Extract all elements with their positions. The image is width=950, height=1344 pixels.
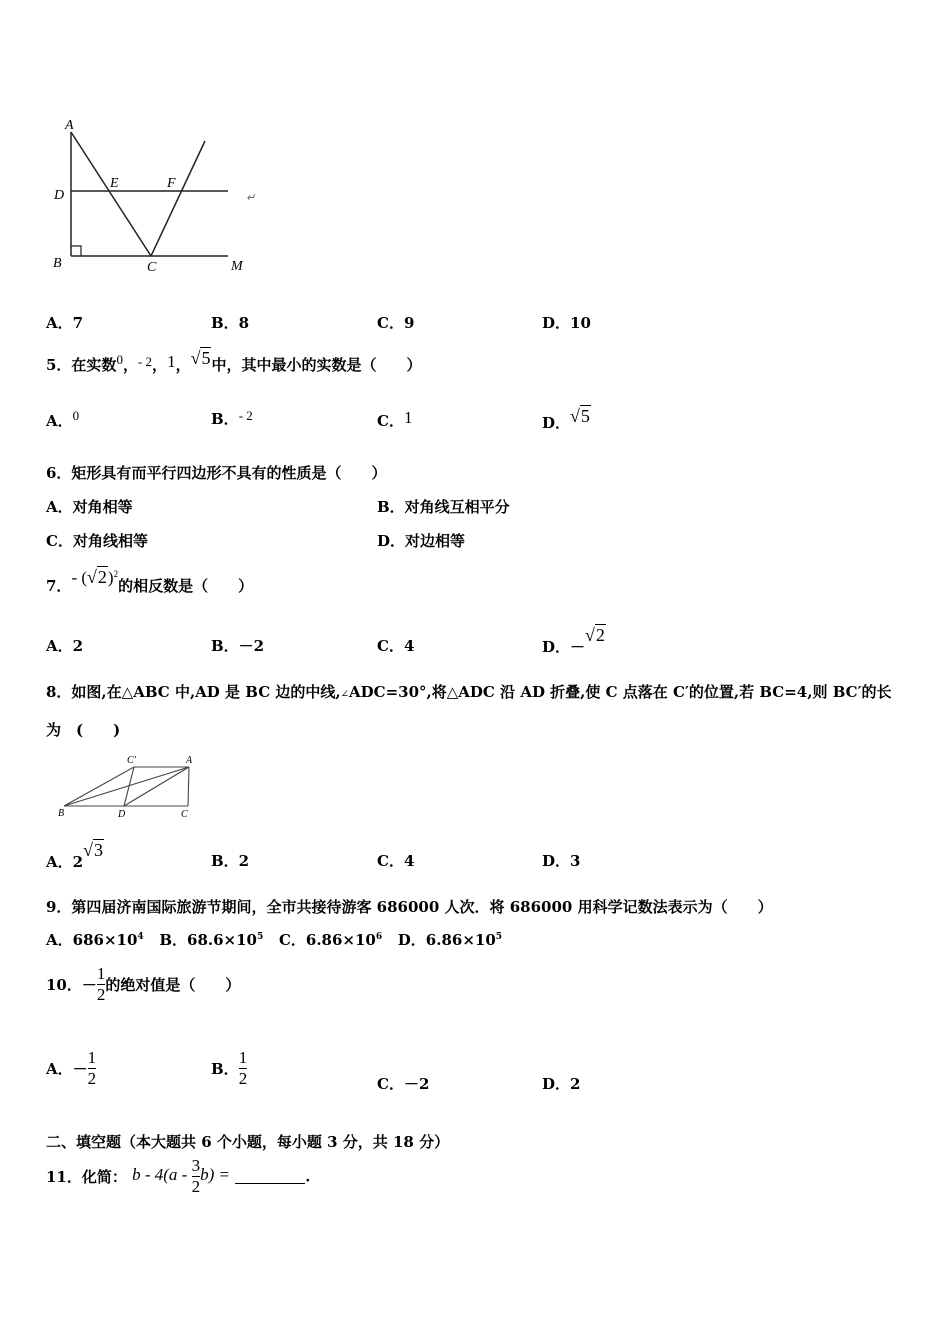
q6-stem: 6．矩形具有而平行四边形不具有的性质是（ ） — [46, 464, 387, 482]
label-c: C — [181, 809, 188, 820]
q8-stem-line1: 8．如图,在△ABC 中,AD 是 BC 边的中线,∠ADC=30°,将△ADC 沿 AD 折叠,使 C 点落在 C′的位置,若 BC=4,则 BC′的长 — [46, 683, 892, 701]
q8-option-b[interactable]: B．2 — [211, 852, 250, 870]
q6-option-c[interactable]: C．对角线相等 — [46, 532, 148, 550]
q6-option-d[interactable]: D．对边相等 — [377, 532, 466, 550]
q4-option-a[interactable]: A．7 — [46, 314, 84, 332]
q4-figure — [45, 113, 275, 278]
q5-prefix: 5．在实数 — [46, 356, 117, 374]
q8-stem-line2: 为 ( ) — [46, 721, 121, 739]
q10-option-a[interactable]: A．－ $\frac{1}{2}$ — [46, 1048, 97, 1088]
q7-stem — [46, 567, 253, 596]
q7-expr: - $(√2)^2$ — [71, 567, 119, 587]
label-f: F — [167, 176, 176, 191]
segment-ad — [124, 767, 189, 806]
q5-sqrt5: √5 — [190, 348, 211, 368]
q7-option-d[interactable]: D．－√2 — [542, 625, 605, 656]
q5-option-c[interactable]: C．1 — [377, 408, 413, 430]
q5-suffix: 中，其中最小的实数是（ ） — [211, 356, 422, 374]
q10-option-c[interactable]: C．－2 — [377, 1075, 430, 1093]
q7-num: 7． — [46, 577, 72, 595]
q6-option-b[interactable]: B．对角线互相平分 — [377, 498, 510, 516]
section-2-title: 二、填空题（本大题共 6 个小题，每小题 3 分，共 18 分） — [46, 1133, 450, 1151]
q5-n2: 1 — [167, 352, 176, 371]
q8-figure — [55, 752, 205, 824]
label-a: A — [186, 755, 193, 766]
q6-option-a[interactable]: A．对角相等 — [46, 498, 133, 516]
label-b: B — [53, 256, 62, 271]
q11-answer-blank[interactable] — [235, 1169, 305, 1184]
q5-sep1: ， — [122, 356, 138, 374]
q8-option-d[interactable]: D．3 — [542, 852, 581, 870]
return-mark: ↵ — [246, 192, 256, 204]
label-m: M — [231, 259, 243, 274]
q5-sep3: ， — [175, 356, 191, 374]
q5-stem — [46, 348, 421, 375]
label-e: E — [110, 176, 119, 191]
q7-suffix: 的相反数是（ ） — [118, 577, 254, 595]
q5-option-a[interactable]: A．0 — [46, 408, 80, 430]
label-d: D — [54, 188, 65, 203]
q8-option-c[interactable]: C．4 — [377, 852, 415, 870]
segment-ac — [188, 767, 189, 806]
q9-option-c[interactable]: C．$6.86\times 10^6$ — [278, 931, 383, 949]
q7-option-a[interactable]: A．2 — [46, 637, 84, 655]
q10-option-b[interactable]: B． $\frac{1}{2}$ — [211, 1048, 248, 1088]
q5-option-b[interactable]: B．- 2 — [211, 408, 253, 428]
q5-option-d[interactable]: D．√5 — [542, 406, 590, 432]
q4-option-d[interactable]: D．10 — [542, 314, 591, 332]
q4-option-c[interactable]: C．9 — [377, 314, 415, 332]
label-c-prime: C' — [127, 755, 136, 766]
segment-bc1 — [64, 767, 134, 806]
label-c: C — [147, 260, 157, 275]
label-d: D — [118, 809, 126, 820]
segment-ba — [64, 767, 189, 806]
q11: 11．化简： b - 4(a - $\frac{3}{2}$ b) = . — [46, 1156, 311, 1196]
label-a: A — [65, 118, 74, 133]
q7-option-c[interactable]: C．4 — [377, 637, 415, 655]
q5-n1: - 2 — [137, 354, 153, 369]
q9-option-b[interactable]: B．$68.6\times 10^5$ — [159, 931, 264, 949]
q10-fraction: $\frac{1}{2}$ — [96, 964, 106, 1004]
label-b: B — [58, 808, 65, 819]
q10-stem: 10．－ $\frac{1}{2}$ 的绝对值是（ ） — [46, 964, 241, 1004]
q5-n0: 0 — [116, 352, 123, 367]
q11-expression: b - 4(a - $\frac{3}{2}$ b) = — [132, 1156, 230, 1196]
q9-option-d[interactable]: D．$6.86\times 10^5$ — [397, 931, 503, 949]
q9-stem: 9．第四届济南国际旅游节期间，全市共接待游客 686000 人次．将 686000 用科学记数法表示为（ ） — [46, 898, 773, 916]
q5-sep2: ， — [152, 356, 168, 374]
q9-options — [46, 929, 502, 950]
q7-option-b[interactable]: B．－2 — [211, 637, 265, 655]
q10-option-d[interactable]: D．2 — [542, 1075, 581, 1093]
q8-option-a[interactable]: A．2√3 — [46, 840, 103, 871]
q4-option-b[interactable]: B．8 — [211, 314, 250, 332]
q9-option-a[interactable]: A．$686\times 10^4$ — [46, 931, 144, 949]
